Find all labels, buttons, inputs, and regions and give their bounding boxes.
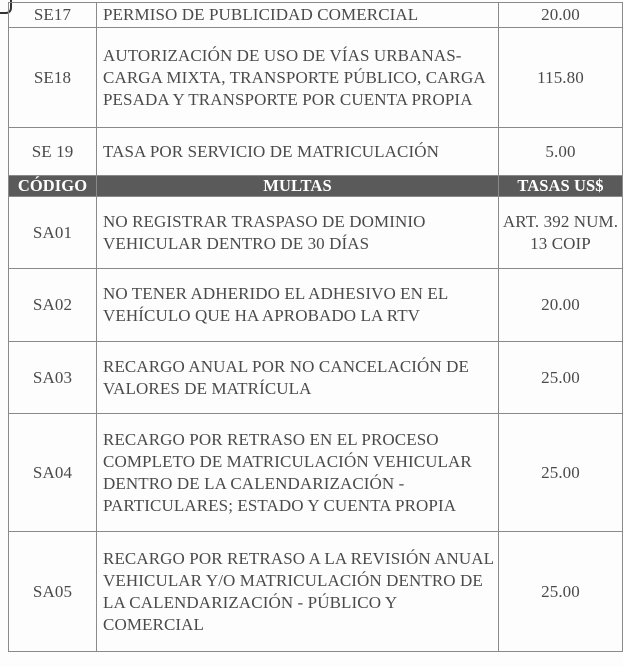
header-code: CÓDIGO bbox=[9, 176, 97, 197]
row-description: RECARGO ANUAL POR NO CANCELACIÓN DE VALORES DE MATRÍCULA bbox=[97, 342, 499, 414]
row-description: RECARGO POR RETRASO EN EL PROCESO COMPLETO DE MATRICULACIÓN VEHICULAR DENTRO DE LA CALENDARIZACIÓN - PARTICULARES; ESTADO Y CUENTA PROPIA bbox=[97, 414, 499, 532]
row-description: NO TENER ADHERIDO EL ADHESIVO EN EL VEHÍCULO QUE HA APROBADO LA RTV bbox=[97, 269, 499, 342]
row-rate: 20.00 bbox=[499, 269, 623, 342]
row-rate: ART. 392 NUM. 13 COIP bbox=[499, 197, 623, 269]
row-code: SE17 bbox=[9, 3, 97, 28]
row-rate: 25.00 bbox=[499, 532, 623, 652]
row-code: SA03 bbox=[9, 342, 97, 414]
row-code: SE 19 bbox=[9, 128, 97, 176]
row-code: SA05 bbox=[9, 532, 97, 652]
table-row bbox=[9, 28, 623, 128]
section-header-row bbox=[9, 176, 623, 197]
table-row bbox=[9, 128, 623, 176]
row-rate: 115.80 bbox=[499, 28, 623, 128]
row-description: AUTORIZACIÓN DE USO DE VÍAS URBANAS-CARGA MIXTA, TRANSPORTE PÚBLICO, CARGA PESADA Y TRANSPORTE POR CUENTA PROPIA bbox=[97, 28, 499, 128]
table-row bbox=[9, 3, 623, 28]
row-rate: 25.00 bbox=[499, 342, 623, 414]
row-code: SA01 bbox=[9, 197, 97, 269]
row-description: RECARGO POR RETRASO A LA REVISIÓN ANUAL VEHICULAR Y/O MATRICULACIÓN DENTRO DE LA CALENDARIZACIÓN - PÚBLICO Y COMERCIAL bbox=[97, 532, 499, 652]
row-code: SE18 bbox=[9, 28, 97, 128]
row-code: SA02 bbox=[9, 269, 97, 342]
table-row bbox=[9, 414, 623, 532]
row-description: NO REGISTRAR TRASPASO DE DOMINIO VEHICULAR DENTRO DE 30 DÍAS bbox=[97, 197, 499, 269]
row-rate: 20.00 bbox=[499, 3, 623, 28]
row-description: PERMISO DE PUBLICIDAD COMERCIAL bbox=[97, 3, 499, 28]
header-section-title: MULTAS bbox=[97, 176, 499, 197]
row-description: TASA POR SERVICIO DE MATRICULACIÓN bbox=[97, 128, 499, 176]
row-code: SA04 bbox=[9, 414, 97, 532]
row-rate: 25.00 bbox=[499, 414, 623, 532]
header-rate: TASAS US$ bbox=[499, 176, 623, 197]
fees-table bbox=[8, 2, 623, 652]
table-row bbox=[9, 269, 623, 342]
row-rate: 5.00 bbox=[499, 128, 623, 176]
table-row bbox=[9, 532, 623, 652]
table-row bbox=[9, 342, 623, 414]
table-row bbox=[9, 197, 623, 269]
